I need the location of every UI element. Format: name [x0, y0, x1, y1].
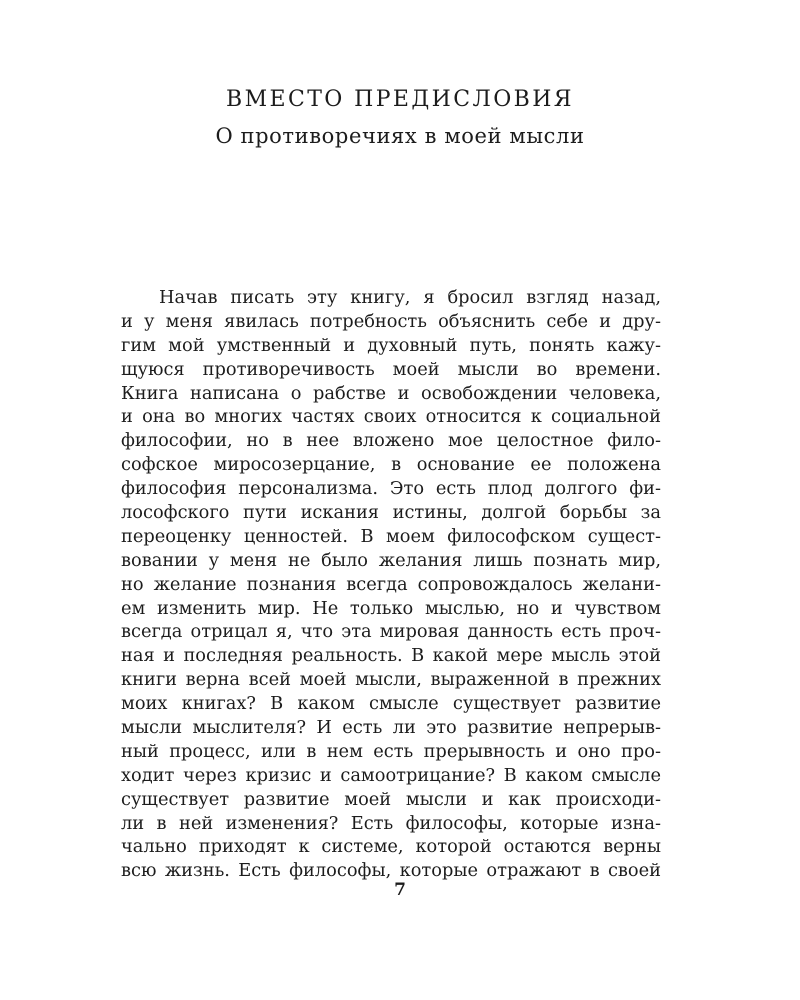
- body-line: но желание познания всегда сопровождалось желани-: [121, 573, 661, 595]
- body-line: ный процесс, или в нем есть прерывность и оно про-: [121, 740, 661, 762]
- body-line: вовании у меня не было желания лишь познать мир,: [121, 549, 661, 571]
- body-paragraph: [121, 286, 661, 883]
- body-line: гим мой умственный и духовный путь, понять кажу-: [121, 334, 661, 356]
- body-line: Начав писать эту книгу, я бросил взгляд назад,: [159, 287, 661, 308]
- body-line: ходит через кризис и самоотрицание? В каком смысле: [121, 764, 661, 786]
- body-line: Книга написана о рабстве и освобождении человека,: [121, 382, 661, 404]
- body-line: ем изменить мир. Не только мыслью, но и чувством: [121, 597, 661, 619]
- body-line: и у меня явилась потребность объяснить себе и дру-: [121, 310, 661, 332]
- body-line: всю жизнь. Есть философы, которые отражают в своей: [121, 860, 661, 882]
- body-line: моих книгах? В каком смысле существует развитие: [121, 693, 661, 715]
- body-line: и она во многих частях своих относится к социальной: [121, 406, 661, 428]
- body-line: щуюся противоречивость моей мысли во времени.: [121, 358, 661, 380]
- body-line: существует развитие моей мысли и как происходи-: [121, 788, 661, 810]
- chapter-subheading: О противоречиях в моей мысли: [215, 124, 585, 148]
- chapter-heading: ВМЕСТО ПРЕДИСЛОВИЯ: [226, 87, 574, 112]
- body-line: философия персонализма. Это есть плод долгого фи-: [121, 478, 661, 500]
- page-number: 7: [394, 880, 406, 900]
- body-line: ли в ней изменения? Есть философы, которые изна-: [121, 812, 661, 834]
- body-line: всегда отрицал я, что эта мировая данность есть проч-: [121, 621, 661, 643]
- body-line: книги верна всей моей мысли, выраженной в прежних: [121, 669, 661, 691]
- body-line: философии, но в нее вложено мое целостное фило-: [121, 430, 661, 452]
- body-line: мысли мыслителя? И есть ли это развитие непрерыв-: [121, 717, 661, 739]
- body-line: переоценку ценностей. В моем философском сущест-: [121, 525, 661, 547]
- body-line: лософского пути искания истины, долгой борьбы за: [121, 502, 661, 524]
- body-line: чально приходят к системе, которой остаются верны: [121, 836, 661, 858]
- body-line: ная и последняя реальность. В какой мере мысль этой: [121, 645, 661, 667]
- body-line: софское миросозерцание, в основание ее положена: [121, 454, 661, 476]
